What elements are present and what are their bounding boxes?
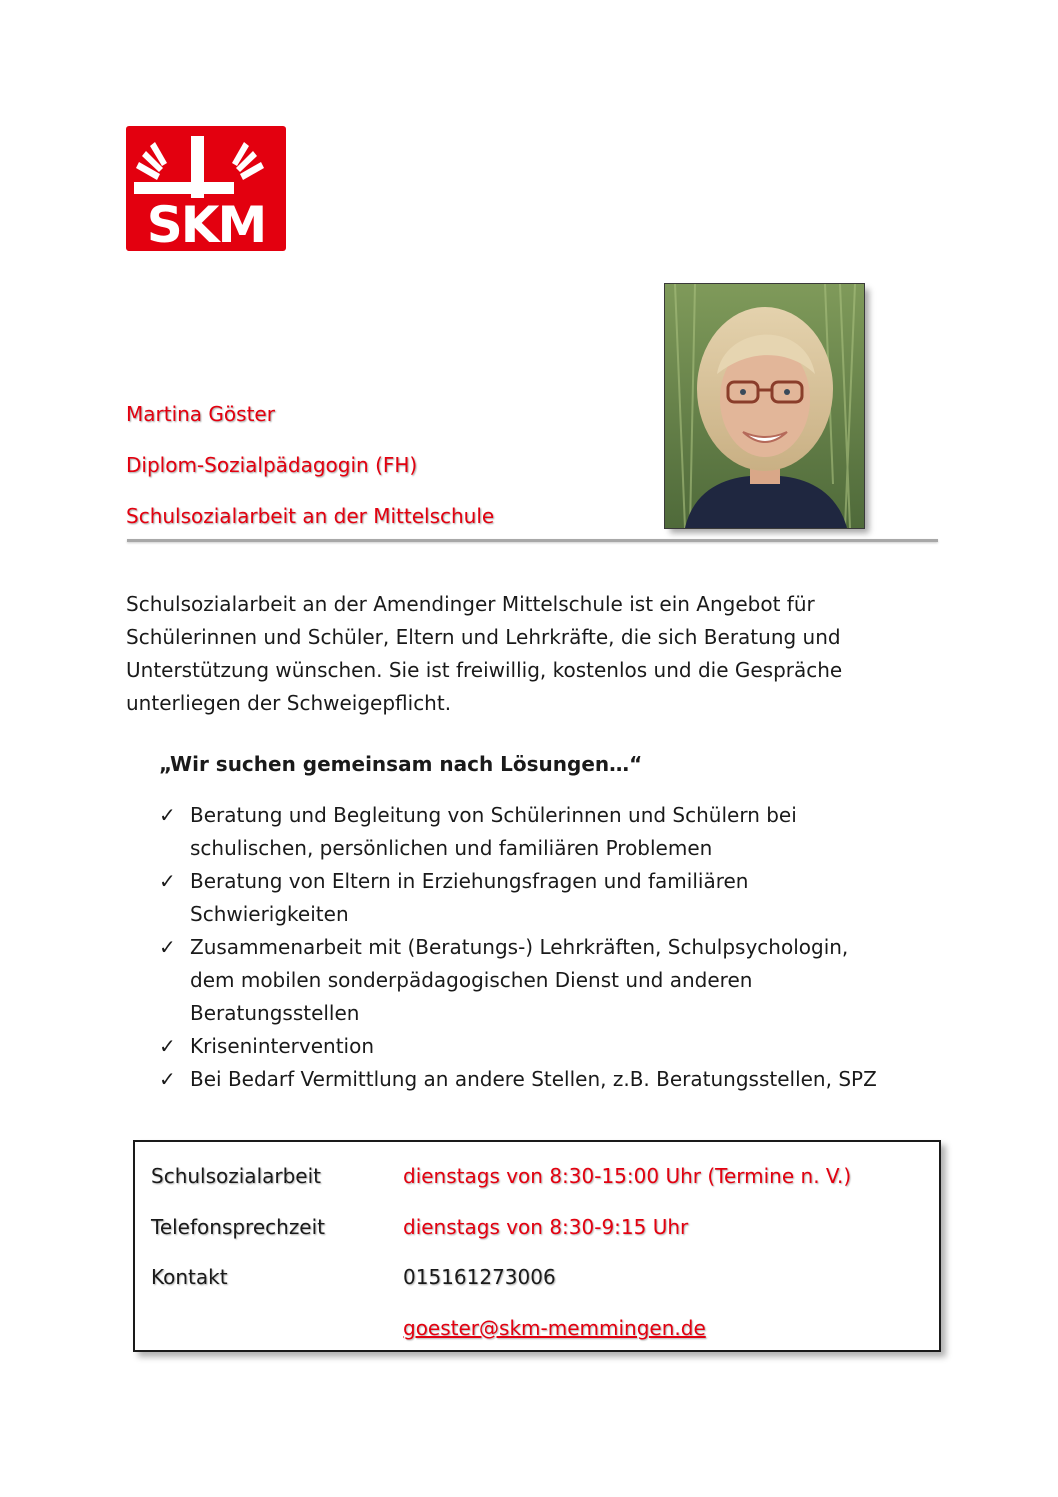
list-item-line: Beratung von Eltern in Erziehungsfragen und familiären bbox=[190, 869, 749, 893]
contact-info-box bbox=[133, 1140, 941, 1352]
skm-cross-logo-icon bbox=[126, 126, 286, 251]
info-label-schulsozialarbeit: Schulsozialarbeit bbox=[151, 1164, 321, 1188]
list-item bbox=[159, 865, 939, 931]
header-divider bbox=[127, 539, 938, 542]
portrait-photo bbox=[665, 284, 864, 528]
checkmark-icon: ✓ bbox=[159, 935, 176, 959]
list-item-line: schulischen, persönlichen und familiären Problemen bbox=[190, 836, 713, 860]
info-label-kontakt: Kontakt bbox=[151, 1265, 228, 1289]
list-item bbox=[159, 1030, 939, 1063]
list-item bbox=[159, 799, 939, 865]
list-item-line: Krisenintervention bbox=[190, 1034, 375, 1058]
checkmark-icon: ✓ bbox=[159, 803, 176, 827]
info-value-phone-number: 015161273006 bbox=[403, 1265, 556, 1289]
slogan: „Wir suchen gemeinsam nach Lösungen…“ bbox=[159, 752, 643, 776]
email-link[interactable]: goester@skm-memmingen.de bbox=[403, 1316, 706, 1340]
services-list bbox=[159, 799, 939, 1096]
person-role: Schulsozialarbeit an der Mittelschule bbox=[126, 504, 495, 528]
list-item-line: Beratung und Begleitung von Schülerinnen und Schülern bei bbox=[190, 803, 797, 827]
list-item-line: dem mobilen sonderpädagogischen Dienst und anderen bbox=[190, 968, 753, 992]
list-item-line: Bei Bedarf Vermittlung an andere Stellen, z.B. Beratungsstellen, SPZ bbox=[190, 1067, 877, 1091]
skm-logo bbox=[126, 126, 286, 251]
list-item bbox=[159, 1063, 939, 1096]
person-title: Diplom-Sozialpädagogin (FH) bbox=[126, 453, 418, 477]
checkmark-icon: ✓ bbox=[159, 1067, 176, 1091]
list-item-line: Zusammenarbeit mit (Beratungs-) Lehrkräften, Schulpsychologin, bbox=[190, 935, 849, 959]
person-name: Martina Göster bbox=[126, 402, 275, 426]
list-item bbox=[159, 931, 939, 1030]
info-value-office-hours: dienstags von 8:30-15:00 Uhr (Termine n. V.) bbox=[403, 1164, 852, 1188]
info-value-phone-hours: dienstags von 8:30-9:15 Uhr bbox=[403, 1215, 689, 1239]
info-label-telefonsprechzeit: Telefonsprechzeit bbox=[151, 1215, 326, 1239]
list-item-line: Schwierigkeiten bbox=[190, 902, 349, 926]
list-item-line: Beratungsstellen bbox=[190, 1001, 360, 1025]
logo-text: SKM bbox=[146, 196, 266, 251]
checkmark-icon: ✓ bbox=[159, 869, 176, 893]
intro-paragraph: Schulsozialarbeit an der Amendinger Mittelschule ist ein Angebot für Schülerinnen und Schüler, Eltern und Lehrkräfte, die sich Beratung und Unterstützung wünschen. Sie ist freiwillig, kostenlos und die Gespräche unterliegen der Schweigepflicht. bbox=[126, 592, 843, 715]
checkmark-icon: ✓ bbox=[159, 1034, 176, 1058]
